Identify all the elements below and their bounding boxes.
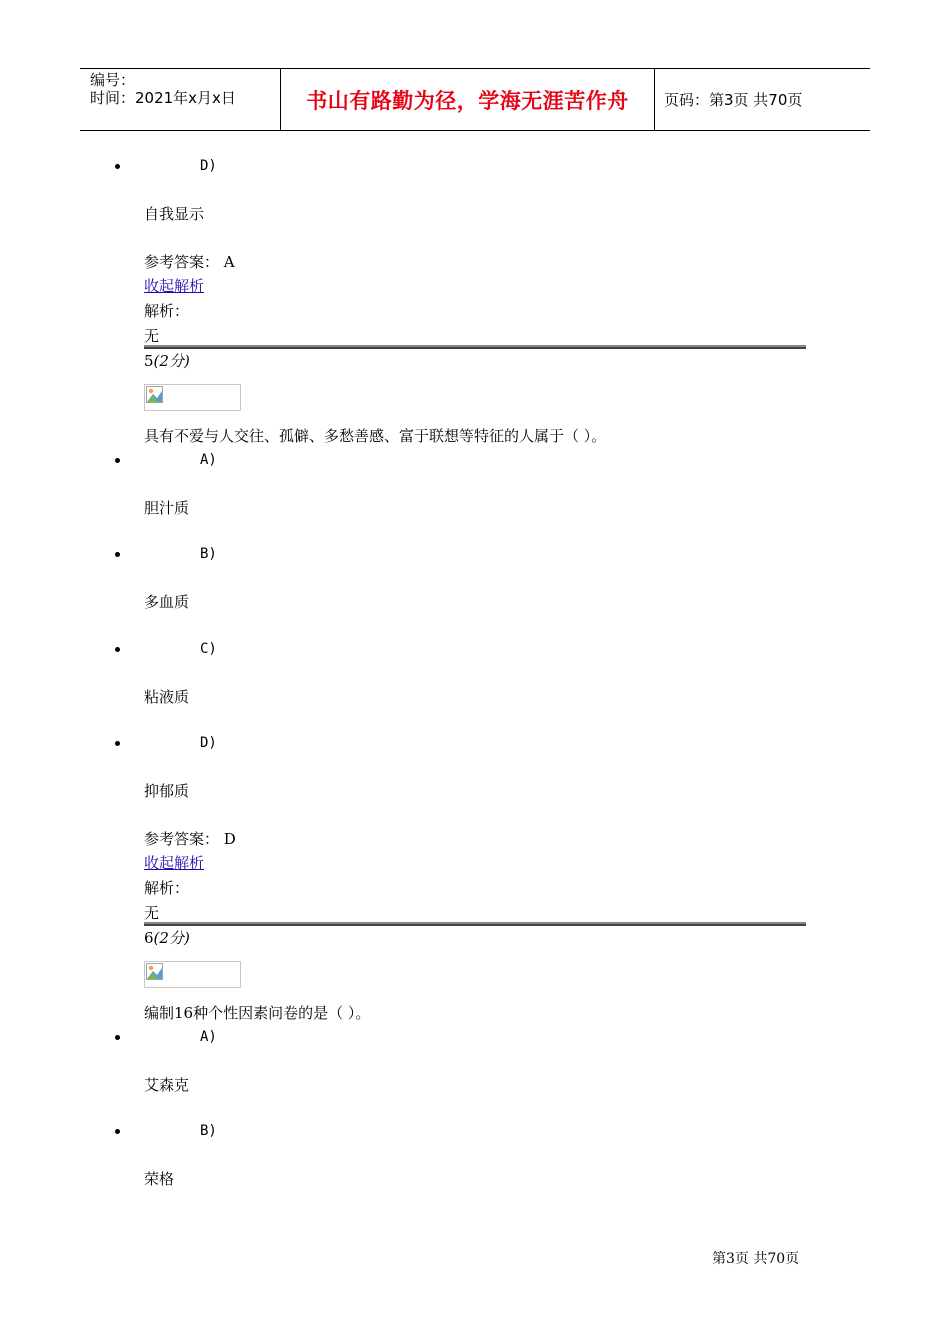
- reference-answer: 参考答案： D: [144, 830, 236, 848]
- header-page-number: 页码：第3页 共70页: [664, 91, 803, 109]
- broken-image-icon: [146, 386, 163, 403]
- bullet-icon: [115, 741, 120, 746]
- question-score: (2分): [153, 929, 190, 947]
- option-letter: D): [200, 735, 217, 751]
- option-text[interactable]: 抑郁质: [144, 782, 190, 800]
- question-text: 具有不爱与人交往、孤僻、多愁善感、富于联想等特征的人属于（ ）。: [144, 427, 607, 445]
- bullet-icon: [115, 647, 120, 652]
- broken-image-placeholder: [144, 384, 241, 411]
- option-letter: D): [200, 158, 217, 174]
- analysis-text: 无: [144, 904, 160, 922]
- option-text[interactable]: 多血质: [144, 593, 190, 611]
- bullet-icon: [115, 458, 120, 463]
- option-letter: B): [200, 1123, 217, 1139]
- option-letter: C): [200, 641, 217, 657]
- time-label: 时间：2021年x月x日: [90, 89, 236, 107]
- broken-image-placeholder: [144, 961, 241, 988]
- analysis-label: 解析：: [144, 879, 190, 897]
- bullet-icon: [115, 1129, 120, 1134]
- reference-answer: 参考答案： A: [144, 253, 235, 271]
- question-number: 6: [144, 929, 154, 947]
- question-header: [144, 351, 190, 371]
- option-letter: A): [200, 1029, 217, 1045]
- broken-image-icon: [146, 963, 163, 980]
- bullet-icon: [115, 1035, 120, 1040]
- question-divider: [144, 345, 806, 349]
- option-text[interactable]: 艾森克: [144, 1076, 190, 1094]
- option-letter: A): [200, 452, 217, 468]
- option-letter: B): [200, 546, 217, 562]
- collapse-analysis-link[interactable]: 收起解析: [144, 854, 205, 872]
- question-number: 5: [144, 352, 154, 370]
- header-meta: [80, 69, 281, 130]
- question-score: (2分): [153, 352, 190, 370]
- option-text[interactable]: 胆汁质: [144, 499, 190, 517]
- bullet-icon: [115, 164, 120, 169]
- question-divider: [144, 922, 806, 926]
- header-motto: 书山有路勤为径，学海无涯苦作舟: [306, 88, 629, 113]
- header-page-cell: [654, 69, 870, 130]
- collapse-analysis-link[interactable]: 收起解析: [144, 277, 205, 295]
- header-motto-cell: [281, 69, 655, 130]
- serial-label: 编号：: [90, 71, 136, 89]
- analysis-label: 解析：: [144, 302, 190, 320]
- question-header: [144, 928, 190, 948]
- bullet-icon: [115, 552, 120, 557]
- page-header: [80, 68, 870, 131]
- option-text[interactable]: 荣格: [144, 1170, 175, 1188]
- option-text[interactable]: 自我显示: [144, 205, 205, 223]
- analysis-text: 无: [144, 327, 160, 345]
- question-text: 编制16种个性因素问卷的是（ ）。: [144, 1004, 371, 1022]
- option-text[interactable]: 粘液质: [144, 688, 190, 706]
- page-footer: 第3页 共70页: [712, 1251, 800, 1267]
